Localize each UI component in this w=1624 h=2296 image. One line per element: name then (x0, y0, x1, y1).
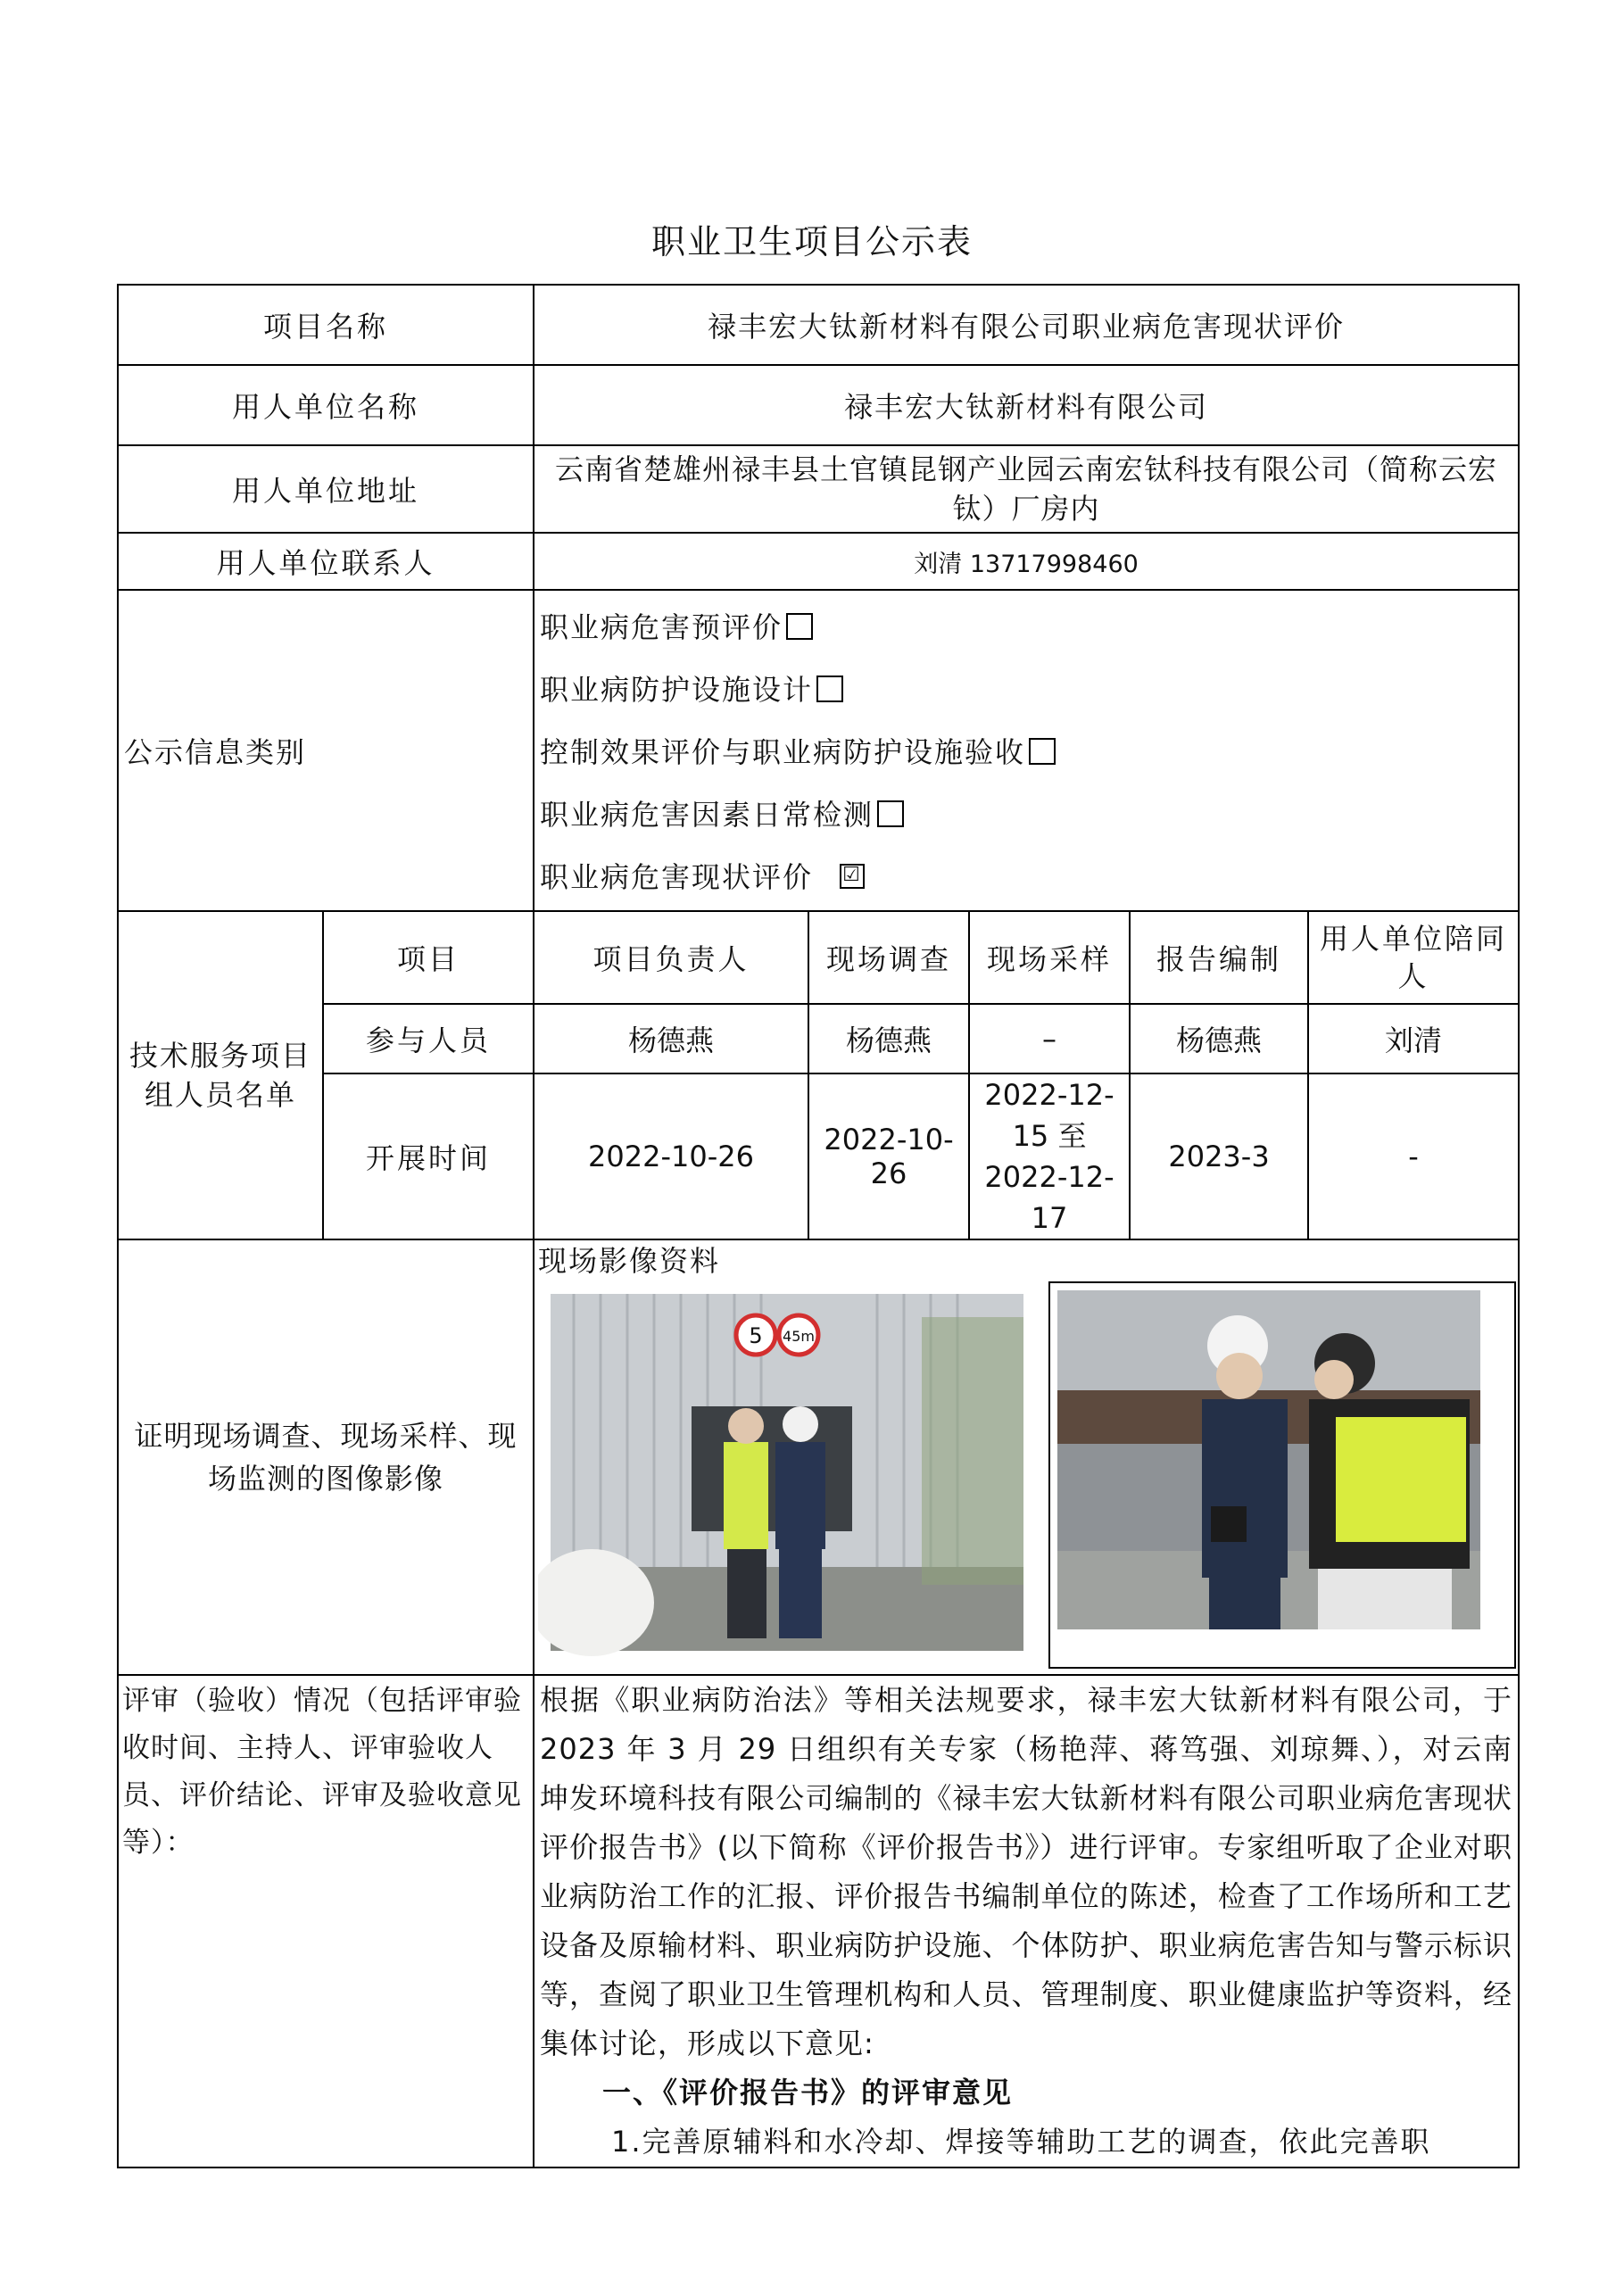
team-member-cell: 杨德燕 (808, 1004, 969, 1073)
page-title: 职业卫生项目公示表 (650, 222, 973, 261)
height-sign-45m: 45m (783, 1328, 815, 1345)
team-member-cell: 杨德燕 (1130, 1004, 1308, 1073)
category-option (540, 596, 1512, 659)
team-label: 技术服务项目组人员名单 (118, 911, 323, 1239)
photo-gallery (538, 1281, 1514, 1674)
photos-caption: 现场影像资料 (538, 1244, 721, 1278)
review-row (118, 1675, 1519, 2168)
photo-frame-left (538, 1281, 1036, 1665)
checkbox-unchecked (816, 676, 843, 702)
category-option (540, 659, 1512, 721)
photos-row (118, 1239, 1519, 1675)
team-date-cell: 2022-10-26 (534, 1073, 808, 1239)
category-option (540, 783, 1512, 846)
photos-label: 证明现场调查、现场采样、现场监测的图像影像 (118, 1239, 534, 1675)
team-header-cell: 项目负责人 (534, 911, 808, 1004)
project-name-row (118, 285, 1519, 365)
team-header-cell: 现场采样 (969, 911, 1130, 1004)
team-date-cell: - (1308, 1073, 1519, 1239)
team-member-cell: 刘清 (1308, 1004, 1519, 1073)
team-dates-row (118, 1073, 1519, 1239)
team-date-cell: 2022-12-15 至 2022-12-17 (969, 1073, 1130, 1239)
employer-contact-row (118, 533, 1519, 590)
employer-address-row (118, 445, 1519, 533)
review-heading: 一、《评价报告书》的评审意见 (602, 2076, 1014, 2110)
project-name-label: 项目名称 (118, 285, 534, 365)
category-row (118, 590, 1519, 911)
team-header-cell: 现场调查 (808, 911, 969, 1004)
employer-address-value: 云南省楚雄州禄丰县土官镇昆钢产业园云南宏钛科技有限公司（简称云宏钛）厂房内 (534, 445, 1519, 533)
employer-contact-label: 用人单位联系人 (118, 533, 534, 590)
category-option-text: 职业病危害现状评价 (540, 860, 814, 894)
employer-contact-value: 刘清 13717998460 (534, 533, 1519, 590)
team-members-row (118, 1004, 1519, 1073)
checkbox-unchecked (877, 800, 904, 827)
employer-name-label: 用人单位名称 (118, 365, 534, 445)
category-option-text: 控制效果评价与职业病防护设施验收 (540, 735, 1026, 769)
photo-frame-right (1048, 1281, 1516, 1669)
checkbox-unchecked (786, 613, 813, 640)
site-photo-entrance (538, 1281, 1036, 1665)
team-header-cell: 用人单位陪同人 (1308, 911, 1519, 1004)
category-option-text: 职业病危害因素日常检测 (540, 798, 874, 832)
category-label: 公示信息类别 (118, 590, 534, 911)
photos-cell (534, 1239, 1519, 1675)
team-date-cell: 2022-10-26 (808, 1073, 969, 1239)
checkbox-unchecked (1029, 738, 1056, 765)
review-label: 评审（验收）情况（包括评审验收时间、主持人、评审验收人员、评价结论、评审及验收意见等）： (118, 1675, 534, 2168)
category-option (540, 846, 1512, 908)
category-options (534, 590, 1519, 911)
team-members-label: 参与人员 (323, 1004, 534, 1073)
speed-sign-5: 5 (749, 1323, 763, 1348)
review-paragraph: 根据《职业病防治法》等相关法规要求，禄丰宏大钛新材料有限公司，于 2023 年 3 月 29 日组织有关专家（杨艳萍、蒋笃强、刘琼舞、），对云南坤发环境科技有限公司编制的《禄丰宏大钛新材料有限公司职业病危害现状评价报告书》(以下简称《评价报告书》）进行评审。专家组听取了企业对职业病防治工作的汇报、评价报告书编制单位的陈述，检查了工作场所和工艺设备及原输材料、职业病防护设施、个体防护、职业病危害告知与警示标识等，查阅了职业卫生管理机构和人员、管理制度、职业健康监护等资料，经集体讨论，形成以下意见: (540, 1683, 1513, 2060)
team-date-cell: 2023-3 (1130, 1073, 1308, 1239)
checkbox-checked: ☑ (840, 864, 865, 889)
category-option (540, 721, 1512, 783)
team-dates-label: 开展时间 (323, 1073, 534, 1239)
team-header-cell: 项目 (323, 911, 534, 1004)
employer-name-value: 禄丰宏大钛新材料有限公司 (534, 365, 1519, 445)
team-header-row (118, 911, 1519, 1004)
notice-table (117, 284, 1520, 2168)
review-content (534, 1675, 1519, 2168)
team-member-cell: 杨德燕 (534, 1004, 808, 1073)
employer-name-row (118, 365, 1519, 445)
review-item: 1.完善原辅料和水冷却、焊接等辅助工艺的调查，依此完善职 (611, 2125, 1431, 2159)
employer-address-label: 用人单位地址 (118, 445, 534, 533)
project-name-value: 禄丰宏大钛新材料有限公司职业病危害现状评价 (534, 285, 1519, 365)
category-option-text: 职业病防护设施设计 (540, 673, 814, 707)
team-member-cell: – (969, 1004, 1130, 1073)
category-option-text: 职业病危害预评价 (540, 610, 783, 644)
site-photo-sampling (1050, 1283, 1514, 1667)
team-header-cell: 报告编制 (1130, 911, 1308, 1004)
